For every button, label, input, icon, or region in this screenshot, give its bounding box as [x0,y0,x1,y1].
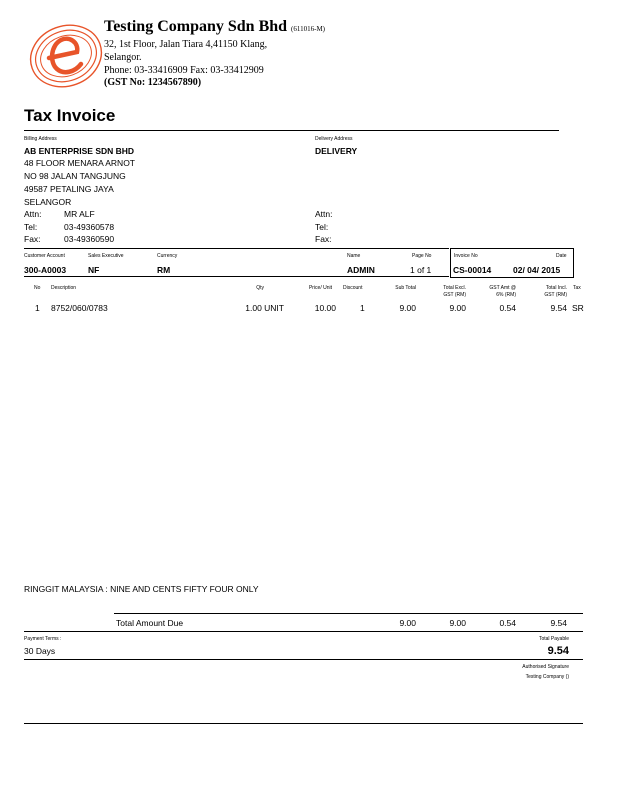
info-top-divider [24,248,449,249]
billing-name: AB ENTERPRISE SDN BHD [24,146,135,156]
col-total-incl-2: GST (RM) [544,292,567,298]
delivery-fax-label: Fax: [315,234,332,244]
invoice-no: CS-00014 [453,265,492,275]
currency: RM [157,265,171,275]
company-e-logo-icon [27,22,105,88]
col-qty: Qty [256,285,264,291]
authorised-signature-label: Authorised Signature [522,664,569,670]
item-description: 8752/060/0783 [51,303,108,313]
company-phone-fax: Phone: 03-33416909 Fax: 03-33412909 [104,65,264,76]
item-no: 1 [35,303,40,313]
delivery-address-label: Delivery Address [315,136,353,142]
delivery-tel-label: Tel: [315,222,329,232]
col-total-incl-1: Total Incl. [545,285,567,291]
item-discount: 1 [360,303,365,313]
billing-tel: 03-49360578 [64,222,115,232]
totals-top-divider [114,613,583,614]
footer-divider [24,723,583,724]
billing-line-1: 48 FLOOR MENARA ARNOT [24,158,135,168]
total-amount-due-label: Total Amount Due [116,618,184,628]
name-label: Name [347,253,361,259]
name-value: ADMIN [347,265,375,275]
total-payable: 9.54 [547,645,569,657]
signature-company: Testing Company () [525,674,569,680]
delivery-attn-label: Attn: [315,209,333,219]
col-tax: Tax [573,285,581,291]
currency-label: Currency [157,253,178,259]
total-incl: 9.54 [550,618,567,628]
col-price: Price/ Unit [308,285,332,291]
item-price: 10.00 [314,303,336,313]
col-gst-amt-1: GST Amt @ [489,285,516,291]
billing-line-3: 49587 PETALING JAYA [24,184,114,194]
billing-tel-label: Tel: [24,222,38,232]
customer-account: 300-A0003 [24,265,67,275]
billing-attn: MR ALF [64,209,95,219]
company-address-2: Selangor. [104,52,142,63]
billing-fax: 03-49360590 [64,234,115,244]
item-qty: 1.00 UNIT [245,303,284,313]
delivery-name: DELIVERY [315,146,358,156]
billing-address-label: Billing Address [24,136,57,142]
billing-attn-label: Attn: [24,209,42,219]
billing-line-4: SELANGOR [24,197,72,207]
amount-in-words: RINGGIT MALAYSIA : NINE AND CENTS FIFTY FOUR ONLY [24,584,259,594]
total-subtotal: 9.00 [399,618,416,628]
company-address-1: 32, 1st Floor, Jalan Tiara 4,41150 Klang, [104,39,268,50]
totals-bottom-divider [24,631,583,632]
sales-executive-label: Sales Executive [88,253,124,259]
total-gst-amt: 0.54 [499,618,516,628]
col-discount: Discount [343,285,363,291]
date-label: Date [556,253,567,259]
page-no: 1 of 1 [410,265,432,275]
item-total-excl: 9.00 [449,303,466,313]
title-divider [24,130,559,131]
item-subtotal: 9.00 [399,303,416,313]
page-no-label: Page No [412,253,432,259]
company-reg-no: (611016-M) [291,25,326,33]
info-bottom-divider [24,276,449,277]
payment-divider [24,659,583,660]
company-name: Testing Company Sdn Bhd (611016-M) [104,18,326,35]
payment-terms-label: Payment Terms : [24,636,62,642]
item-total-incl: 9.54 [550,303,567,313]
payment-terms: 30 Days [24,646,56,656]
customer-account-label: Customer Account [24,253,65,259]
invoice-no-label: Invoice No [454,253,478,259]
col-subtotal: Sub Total [395,285,416,291]
col-description: Description [51,285,77,291]
col-no: No [34,285,41,291]
col-gst-amt-2: 6% (RM) [496,292,516,298]
page-title: Tax Invoice [24,106,116,125]
col-total-excl-1: Total Excl. [443,285,466,291]
sales-executive: NF [88,265,100,275]
company-gst: (GST No: 1234567890) [104,77,202,88]
billing-fax-label: Fax: [24,234,41,244]
item-tax: SR [572,303,584,313]
col-total-excl-2: GST (RM) [443,292,466,298]
billing-line-2: NO 98 JALAN TANGJUNG [24,171,126,181]
total-payable-label: Total Payable [538,636,569,642]
total-excl: 9.00 [449,618,466,628]
invoice-date: 02/ 04/ 2015 [513,265,561,275]
item-gst-amt: 0.54 [499,303,516,313]
